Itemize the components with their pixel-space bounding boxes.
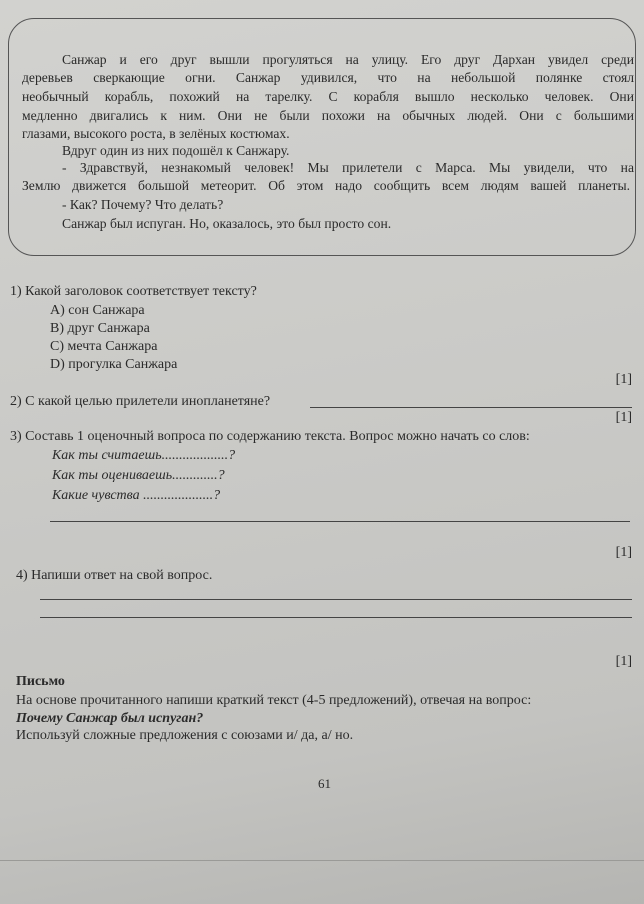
prompt: Как ты оцениваешь.............? [52,468,225,483]
option-d: D) прогулка Санжара [50,357,178,372]
passage-line: глазами, высокого роста, в зелёных костюмах. [22,126,290,141]
option-b: B) друг Санжара [50,321,150,336]
passage-line: - Здравствуй, незнакомый человек! Мы прилетели с Марса. Мы увидели, что на [62,160,634,175]
prompt: Какие чувства ....................? [52,488,221,503]
page-edge [0,860,644,861]
score-mark: [1] [615,654,632,669]
option-a: A) сон Санжара [50,303,145,318]
question-4: 4) Напиши ответ на свой вопрос. [16,568,213,583]
question-2: 2) С какой целью прилетели инопланетяне? [10,394,271,409]
passage-line: - Как? Почему? Что делать? [62,197,224,212]
prompt: Как ты считаешь...................? [52,448,236,463]
score-mark: [1] [615,545,632,560]
question-3: 3) Составь 1 оценочный вопроса по содержанию текста. Вопрос можно начать со слов: [10,429,530,444]
writing-hint: Используй сложные предложения с союзами и/ да, а/ но. [16,728,354,743]
writing-title: Письмо [16,674,65,689]
answer-line[interactable] [310,407,632,408]
score-mark: [1] [615,372,632,387]
passage-line: Санжар и его друг вышли прогуляться на улицу. Его друг Дархан увидел среди [62,52,634,67]
answer-line[interactable] [40,599,632,600]
passage-line: деревьев сверкающие огни. Санжар удивился, что на небольшой полянке стоял [22,70,634,85]
question-1: 1) Какой заголовок соответствует тексту? [10,284,257,299]
answer-line[interactable] [40,617,632,618]
passage-line: медленно двигались к ним. Они не были похожи на обычных людей. Они с большими [22,108,634,123]
writing-question: Почему Санжар был испуган? [16,711,204,726]
page-number: 61 [318,776,331,791]
passage-line: Вдруг один из них подошёл к Санжару. [62,143,290,158]
passage-line: необычный корабль, похожий на тарелку. С корабля вышло несколько человек. Они [22,89,634,104]
passage-line: Санжар был испуган. Но, оказалось, это был просто сон. [62,216,392,231]
writing-instruction: На основе прочитанного напиши краткий текст (4-5 предложений), отвечая на вопрос: [16,693,532,708]
answer-line[interactable] [50,521,630,522]
passage-line: Землю движется большой метеорит. Об этом надо сообщить всем людям вашей планеты. [22,178,630,193]
score-mark: [1] [615,410,632,425]
option-c: C) мечта Санжара [50,339,158,354]
